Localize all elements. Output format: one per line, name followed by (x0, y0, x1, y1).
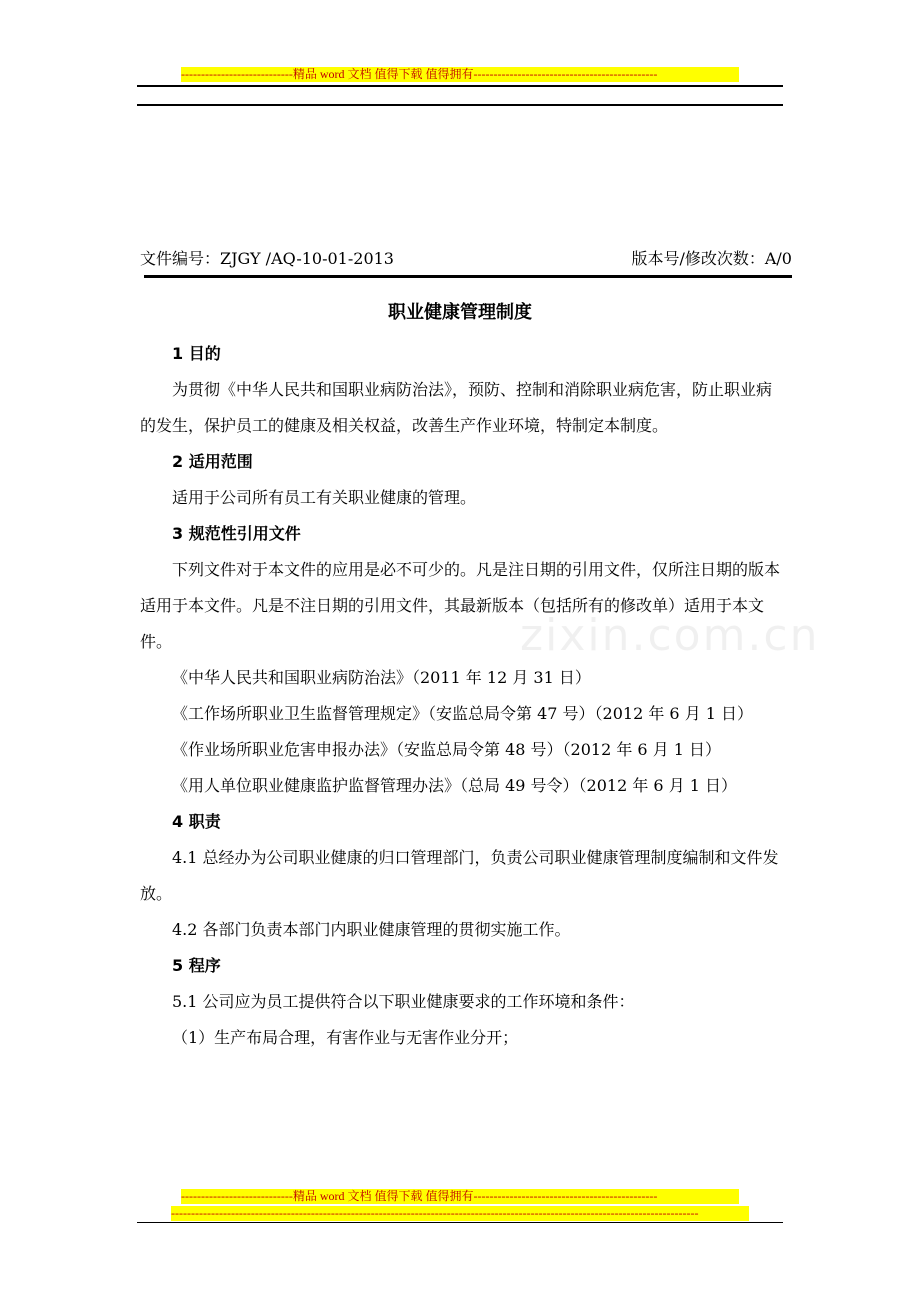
section-heading: 1 目的 (172, 344, 221, 363)
paragraph: 4.1 总经办为公司职业健康的归口管理部门，负责公司职业健康管理制度编制和文件发放。 (140, 848, 779, 903)
footer-banner: ----------------------------精品 word 文档 值得下载 值得拥有---------------------------------------------- (181, 1189, 739, 1204)
paragraph: 《工作场所职业卫生监督管理规定》（安监总局令第 47 号）（2012 年 6 月 1 日） (172, 704, 754, 723)
section-heading: 3 规范性引用文件 (172, 524, 301, 543)
file-number: 文件编号：ZJGY /AQ-10-01-2013 (140, 249, 394, 268)
section-heading: 2 适用范围 (172, 452, 253, 471)
paragraph: （1）生产布局合理，有害作业与无害作业分开； (172, 1028, 519, 1047)
header-banner: ----------------------------精品 word 文档 值得下载 值得拥有---------------------------------------------- (181, 67, 739, 82)
paragraph: 4.2 各部门负责本部门内职业健康管理的贯彻实施工作。 (172, 920, 571, 939)
footer-banner-dashes: ------------------------------------------------------------------------------------------------------------------------------------ (171, 1206, 749, 1221)
header-rule-thick (137, 85, 783, 87)
header-rule-thin (137, 104, 783, 106)
paragraph: 《作业场所职业危害申报办法》（安监总局令第 48 号）（2012 年 6 月 1 日） (172, 740, 722, 759)
footer-rule (137, 1222, 783, 1223)
section-heading: 4 职责 (172, 812, 221, 831)
paragraph: 5.1 公司应为员工提供符合以下职业健康要求的工作环境和条件： (172, 992, 635, 1011)
section-heading: 5 程序 (172, 956, 221, 975)
paragraph: 为贯彻《中华人民共和国职业病防治法》，预防、控制和消除职业病危害，防止职业病的发生，保护员工的健康及相关权益，改善生产作业环境，特制定本制度。 (140, 380, 773, 435)
paragraph: 适用于公司所有员工有关职业健康的管理。 (172, 488, 477, 507)
paragraph: 《用人单位职业健康监护监督管理办法》（总局 49 号令）（2012 年 6 月 1 日） (172, 776, 738, 795)
paragraph: 《中华人民共和国职业病防治法》（2011 年 12 月 31 日） (172, 668, 591, 687)
watermark-text: zixin.com.cn (520, 610, 820, 661)
meta-rule (144, 275, 792, 278)
paragraph: 下列文件对于本文件的应用是必不可少的。凡是注日期的引用文件，仅所注日期的版本适用于本文件。凡是不注日期的引用文件，其最新版本（包括所有的修改单）适用于本文件。 (140, 560, 781, 651)
version-number: 版本号/修改次数：A/0 (631, 249, 792, 268)
document-body (140, 336, 786, 1056)
document-title: 职业健康管理制度 (388, 302, 532, 323)
